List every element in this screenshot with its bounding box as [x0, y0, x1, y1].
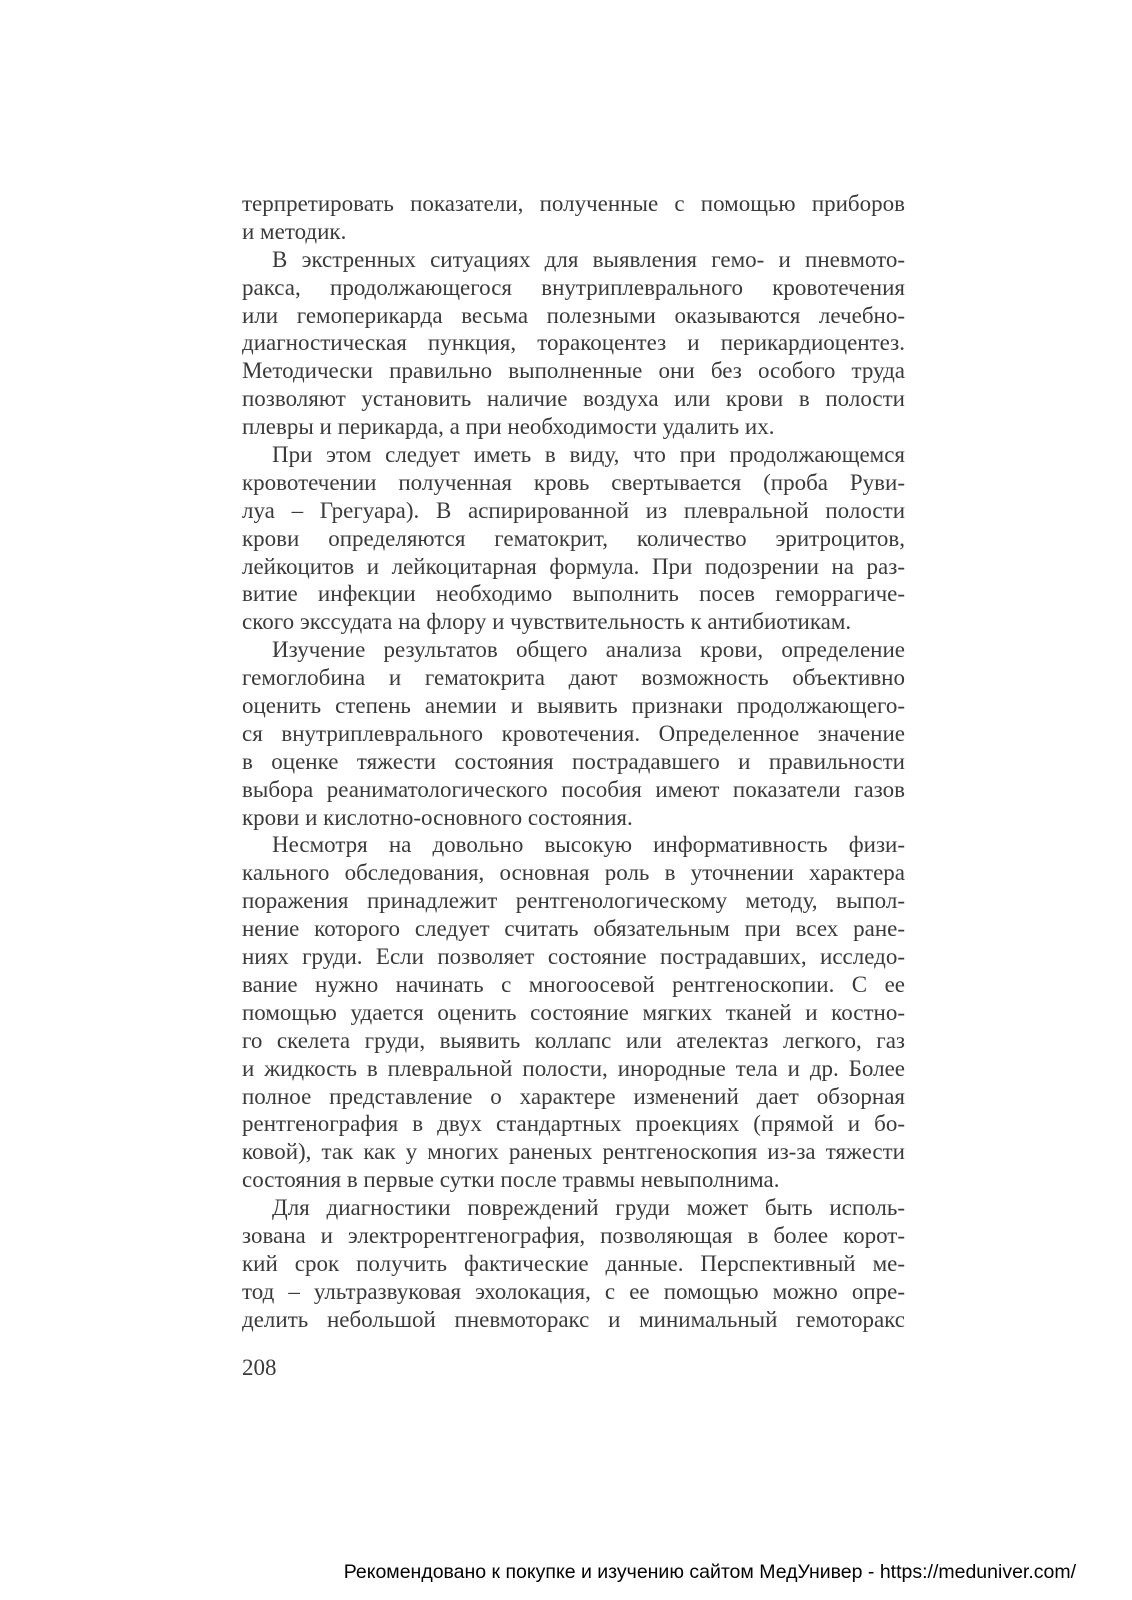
text-line: крови и кислотно-основного состояния.	[242, 804, 633, 830]
text-line: ниях груди. Если позволяет состояние пострадавших, исследо-	[242, 944, 905, 970]
text-line: кального обследования, основная роль в уточнении характера	[242, 860, 905, 886]
text-line: ковой), так как у многих раненых рентгеноскопия из-за тяжести	[242, 1139, 905, 1165]
text-line: го скелета груди, выявить коллапс или ателектаз легкого, газ	[242, 1027, 905, 1053]
body-text	[242, 190, 905, 1334]
text-line: ся внутриплеврального кровотечения. Определенное значение	[242, 720, 905, 746]
text-line: лейкоцитов и лейкоцитарная формула. При подозрении на раз-	[242, 553, 905, 579]
text-line: рентгенография в двух стандартных проекциях (прямой и бо-	[242, 1111, 905, 1137]
text-line: и жидкость в плевральной полости, инородные тела и др. Более	[242, 1055, 905, 1081]
text-line: ракса, продолжающегося внутриплеврального кровотечения	[242, 274, 905, 300]
paragraph	[242, 190, 905, 246]
text-line: выбора реаниматологического пособия имеют показатели газов	[242, 776, 905, 802]
paragraph	[242, 441, 905, 636]
text-line: Методически правильно выполненные они без особого труда	[242, 358, 905, 384]
text-line: делить небольшой пневмоторакс и минимальный гемоторакс	[242, 1306, 905, 1332]
text-line: нение которого следует считать обязательным при всех ране-	[242, 916, 905, 942]
paragraph	[242, 1194, 905, 1333]
text-line: гемоглобина и гематокрита дают возможность объективно	[242, 665, 905, 691]
text-line: кий срок получить фактические данные. Перспективный ме-	[242, 1250, 905, 1276]
text-line: В экстренных ситуациях для выявления гемо- и пневмото-	[272, 246, 905, 272]
text-line: позволяют установить наличие воздуха или крови в полости	[242, 386, 905, 412]
text-line: Несмотря на довольно высокую информативность физи-	[272, 832, 905, 858]
text-line: луа – Грегуара). В аспирированной из плевральной полости	[242, 497, 905, 523]
text-line: ского экссудата на флору и чувствительность к антибиотикам.	[242, 609, 852, 635]
paragraph	[242, 636, 905, 831]
paragraph	[242, 246, 905, 441]
text-line: тод – ультразвуковая эхолокация, с ее помощью можно опре-	[242, 1278, 905, 1304]
text-line: Изучение результатов общего анализа крови, определение	[272, 637, 905, 663]
text-line: витие инфекции необходимо выполнить посев геморрагиче-	[242, 581, 905, 607]
footer-link[interactable]: https://meduniver.com/	[879, 1561, 1076, 1583]
text-line: кровотечении полученная кровь свертывается (проба Руви-	[242, 469, 905, 495]
text-line: крови определяются гематокрит, количество эритроцитов,	[242, 525, 905, 551]
text-line: терпретировать показатели, полученные с помощью приборов	[242, 191, 905, 216]
text-line: плевры и перикарда, а при необходимости удалить их.	[242, 414, 775, 440]
text-line: состояния в первые сутки после травмы невыполнима.	[242, 1167, 780, 1193]
text-line: помощью удается оценить состояние мягких тканей и костно-	[242, 999, 905, 1025]
paragraph	[242, 831, 905, 1194]
text-line: или гемоперикарда весьма полезными оказываются лечебно-	[242, 302, 905, 328]
text-line: Для диагностики повреждений груди может быть исполь-	[272, 1195, 905, 1221]
text-line: зована и электрорентгенография, позволяющая в более корот-	[242, 1222, 905, 1248]
text-line: При этом следует иметь в виду, что при продолжающемся	[272, 442, 905, 468]
text-line: вание нужно начинать с многоосевой рентгеноскопии. С ее	[242, 971, 905, 997]
text-line: в оценке тяжести состояния пострадавшего и правильности	[242, 748, 905, 774]
text-line: полное представление о характере изменений дает обзорная	[242, 1083, 905, 1109]
text-line: и методик.	[242, 218, 347, 244]
footer-text: Рекомендовано к покупке и изучению сайтом МедУнивер -	[343, 1561, 880, 1583]
footer-recommendation	[344, 1561, 1076, 1584]
page-number: 208	[242, 1355, 277, 1380]
text-line: поражения принадлежит рентгенологическому методу, выпол-	[242, 888, 905, 914]
text-line: диагностическая пункция, торакоцентез и перикардиоцентез.	[242, 330, 905, 356]
text-line: оценить степень анемии и выявить признаки продолжающего-	[242, 693, 905, 719]
